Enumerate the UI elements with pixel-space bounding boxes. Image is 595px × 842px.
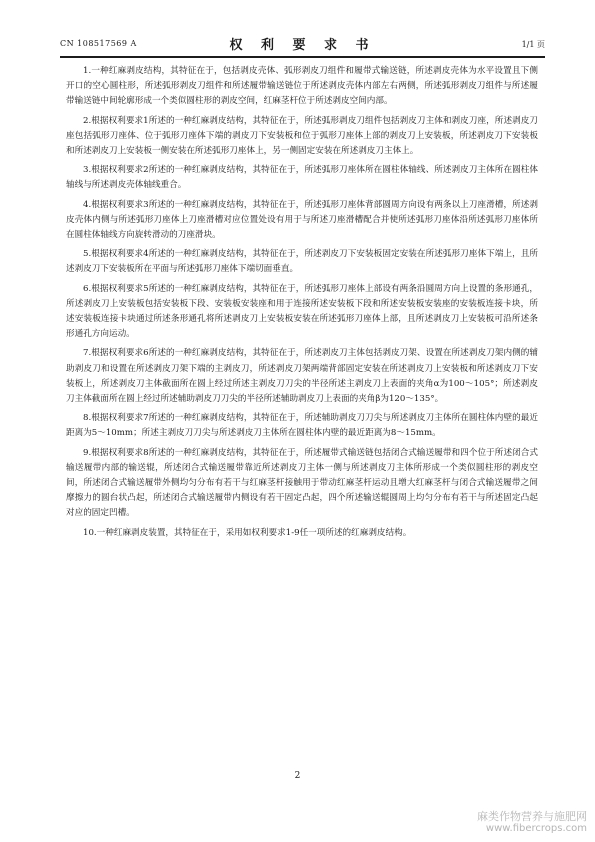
document-number: CN 108517569 A — [60, 39, 137, 48]
claim-paragraph: 7.根据权利要求6所述的一种红麻剥皮结构，其特征在于，所述剥皮刀主体包括剥皮刀架、设置在所述剥皮刀架内侧的辅助剥皮刀和设置在所述剥皮刀架下端的主剥皮刀，所述剥皮刀架两端背部固定安装在所述剥皮刀上安装板和所述剥皮刀下安装板上，所述剥皮刀主体截面所在圆上经过所述主剥皮刀刀尖的半径所述主剥皮刀上表面的夹角α为100～105°；所述剥皮刀主体截面所在圆上经过所述辅助剥皮刀刀尖的半径所述辅助剥皮刀上表面的夹角β为120～135°。 — [66, 348, 538, 405]
claim-paragraph: 2.根据权利要求1所述的一种红麻剥皮结构，其特征在于，所述弧形剥皮刀组件包括剥皮刀主体和剥皮刀座，所述剥皮刀座包括弧形刀座体、位于弧形刀座体下端的剥皮刀下安装板和位于弧形刀座体上部的剥皮刀上安装板，所述剥皮刀下安装板和所述剥皮刀上安装板一侧安装在所述弧形刀座体上，另一侧固定安装在所述剥皮刀主体上。 — [66, 115, 538, 157]
document-title: 权 利 要 求 书 — [229, 38, 376, 53]
claim-paragraph: 3.根据权利要求2所述的一种红麻剥皮结构，其特征在于，所述弧形刀座体所在圆柱体轴线、所述剥皮刀主体所在圆柱体轴线与所述剥皮壳体轴线重合。 — [66, 165, 538, 191]
claim-paragraph: 5.根据权利要求4所述的一种红麻剥皮结构，其特征在于，所述剥皮刀下安装板固定安装在所述弧形刀座体下端上，且所述剥皮刀下安装板所在平面与所述弧形刀座体下端切面垂直。 — [66, 249, 538, 275]
claims-body — [66, 64, 538, 545]
claim-paragraph: 9.根据权利要求8所述的一种红麻剥皮结构，其特征在于，所述履带式输送链包括闭合式输送履带和四个位于所述闭合式输送履带内部的输送辊，所述闭合式输送履带靠近所述剥皮刀主体一侧与所述剥皮刀主体所形成一个类似圆柱形的剥皮空间，所述闭合式输送履带外侧均匀分布有若干与红麻茎杆接触用于带动红麻茎杆运动且增大红麻茎杆与闭合式输送履带之间摩擦力的圆台状凸起，所述闭合式输送履带内侧设有若干固定凸起，四个所述输送辊圆周上均匀分布有若干与所述固定凸起对应的固定凹槽。 — [66, 447, 538, 519]
header-divider — [60, 56, 545, 58]
watermark — [477, 810, 587, 835]
claim-paragraph: 4.根据权利要求3所述的一种红麻剥皮结构，其特征在于，所述弧形刀座体背部圆周方向设有两条以上刀座滑槽，所述剥皮壳体内侧与所述弧形刀座体上刀座滑槽对应位置处设有用于与所述刀座滑槽配合并使所述弧形刀座体沿所述弧形刀座体所在圆柱体轴线方向旋转滑动的刀座滑块。 — [66, 199, 538, 241]
claim-paragraph: 10.一种红麻剥皮装置，其特征在于，采用如权利要求1-9任一项所述的红麻剥皮结构。 — [83, 527, 412, 538]
page-count: 1/1 页 — [521, 40, 545, 49]
claim-paragraph: 1.一种红麻剥皮结构，其特征在于，包括剥皮壳体、弧形剥皮刀组件和履带式输送链，所述剥皮壳体为水平设置且下侧开口的空心圆柱形，所述弧形剥皮刀组件和所述履带输送链位于所述剥皮壳体内部左右两侧，所述弧形剥皮刀组件与所述履带输送链中间轮廓形成一个类似圆柱形的剥皮空间，红麻茎杆位于所述剥皮空间内部。 — [66, 66, 538, 107]
watermark-url: www.fibercrops.com — [485, 823, 587, 834]
page-number: 2 — [294, 771, 301, 781]
claim-paragraph: 6.根据权利要求5所述的一种红麻剥皮结构，其特征在于，所述弧形刀座体上部设有两条沿圆周方向上设置的条形通孔，所述剥皮刀上安装板包括安装板下段、安装板安装座和用于连接所述安装板下段和所述安装板安装座的安装板连接卡块，所述安装板连接卡块通过所述条形通孔将所述剥皮刀上安装板安装在所述弧形刀座体上部，且所述剥皮刀上安装板可沿所述条形通孔方向运动。 — [66, 283, 538, 340]
watermark-site-name: 麻类作物营养与施肥网 — [477, 810, 587, 823]
claim-paragraph: 8.根据权利要求7所述的一种红麻剥皮结构，其特征在于，所述辅助剥皮刀刀尖与所述剥皮刀主体所在圆柱体内壁的最近距离为5～10mm；所述主剥皮刀刀尖与所述剥皮刀主体所在圆柱体内壁的最近距离为8～15mm。 — [66, 413, 538, 439]
page-header — [60, 30, 545, 56]
